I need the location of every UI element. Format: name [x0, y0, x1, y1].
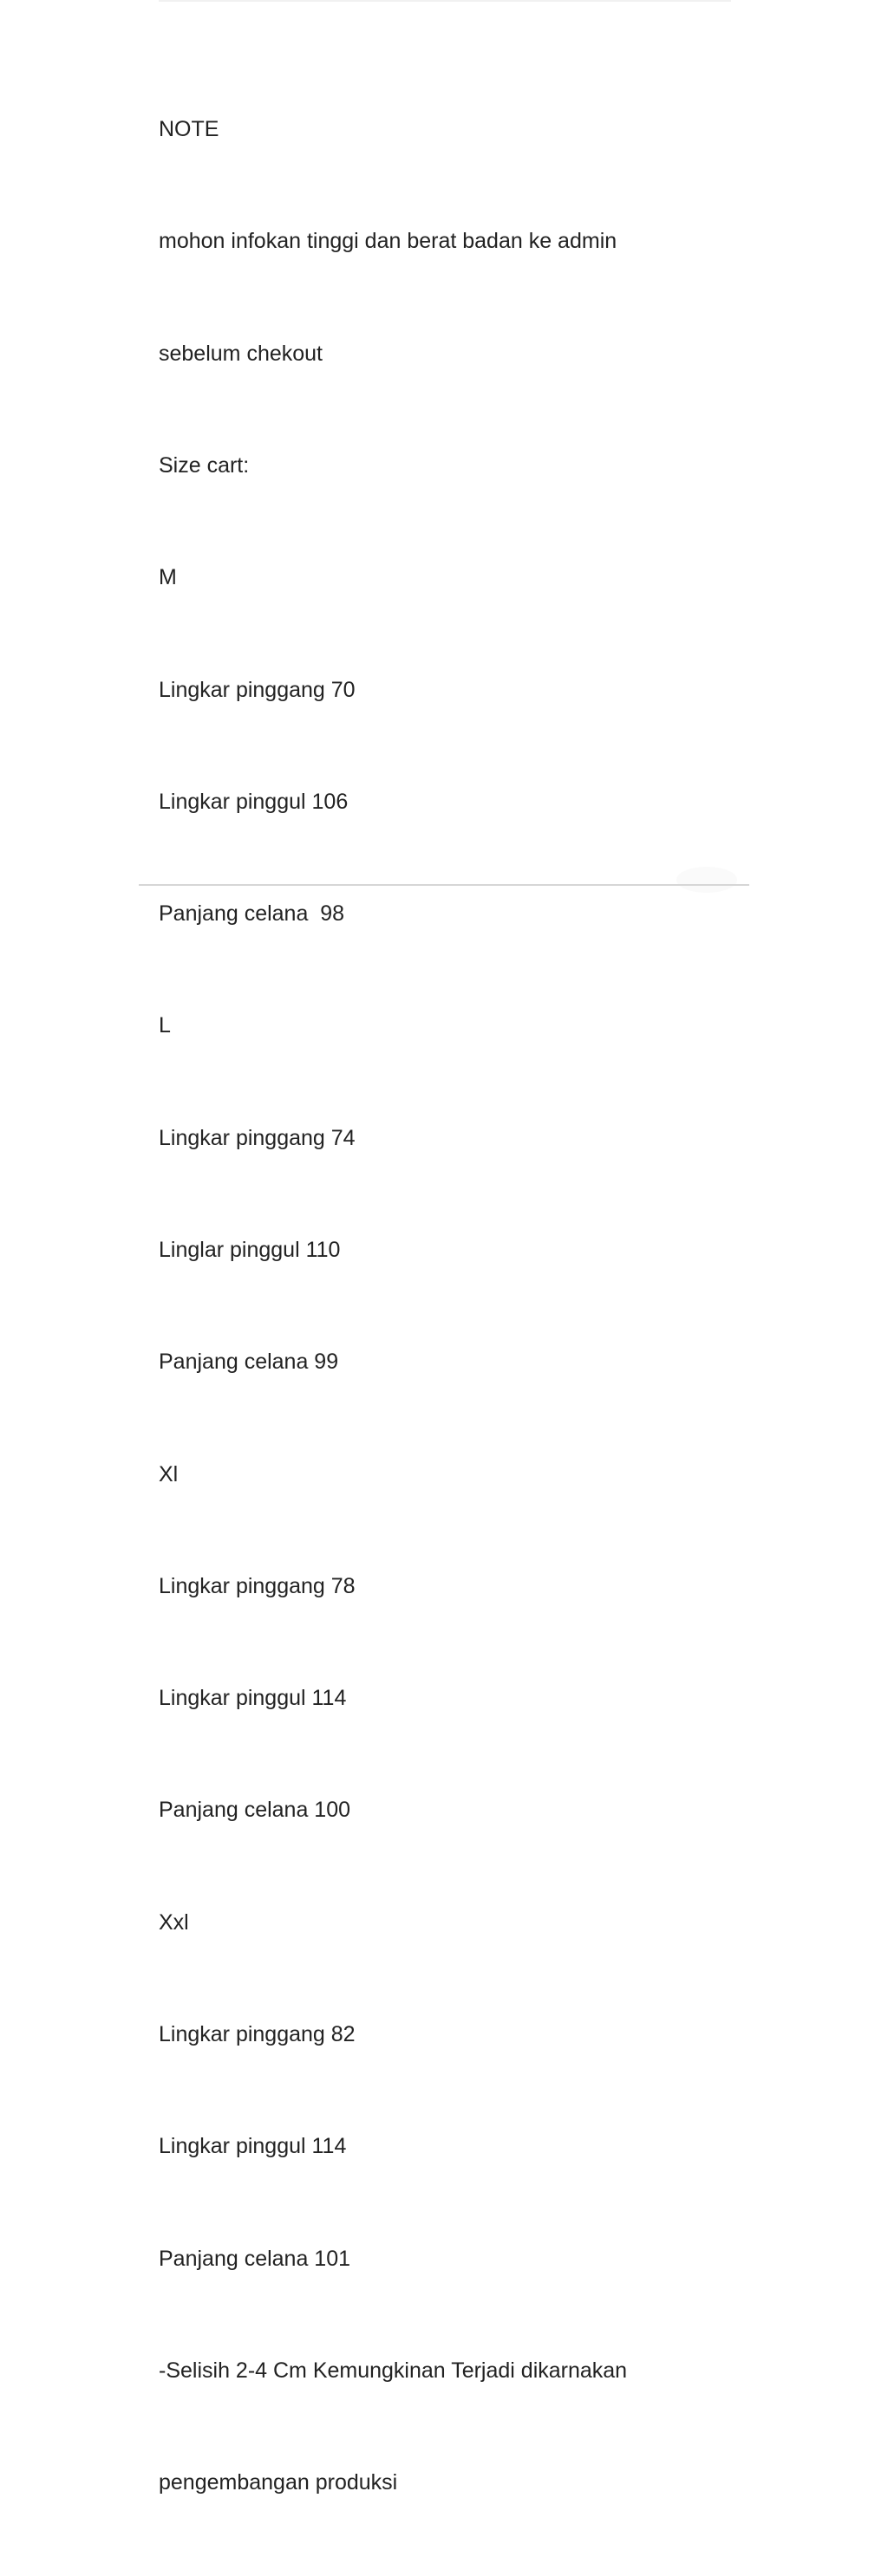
top-divider: [159, 0, 731, 2]
product-description: [159, 36, 748, 2576]
tolerance-note: pengembangan produksi: [159, 2470, 398, 2495]
bottom-divider: [139, 884, 749, 886]
size-xl-length: Panjang celana 100: [159, 1798, 351, 1823]
size-xxl-hip: Lingkar pinggul 114: [159, 2134, 347, 2159]
instruction-line: sebelum chekout: [159, 341, 323, 366]
size-m-waist: Lingkar pinggang 70: [159, 677, 356, 702]
decorative-shadow: [676, 867, 737, 893]
size-xxl-length: Panjang celana 101: [159, 2246, 351, 2271]
size-xl-hip: Lingkar pinggul 114: [159, 1686, 347, 1711]
size-m-length: Panjang celana 98: [159, 901, 345, 927]
size-label-xxl: Xxl: [159, 1909, 189, 1935]
size-m-hip: Lingkar pinggul 106: [159, 789, 349, 814]
size-l-waist: Lingkar pinggang 74: [159, 1125, 356, 1150]
instruction-line: mohon infokan tinggi dan berat badan ke admin: [159, 229, 617, 254]
tolerance-note: -Selisih 2-4 Cm Kemungkinan Terjadi dikarnakan: [159, 2358, 628, 2383]
size-label-m: M: [159, 565, 177, 590]
note-heading: NOTE: [159, 117, 219, 142]
size-label-l: L: [159, 1013, 171, 1038]
size-label-xl: Xl: [159, 1461, 179, 1486]
size-xxl-waist: Lingkar pinggang 82: [159, 2021, 356, 2046]
size-l-hip: Linglar pinggul 110: [159, 1238, 341, 1262]
size-xl-waist: Lingkar pinggang 78: [159, 1573, 356, 1598]
size-l-length: Panjang celana 99: [159, 1350, 339, 1375]
size-chart-heading: Size cart:: [159, 453, 250, 478]
